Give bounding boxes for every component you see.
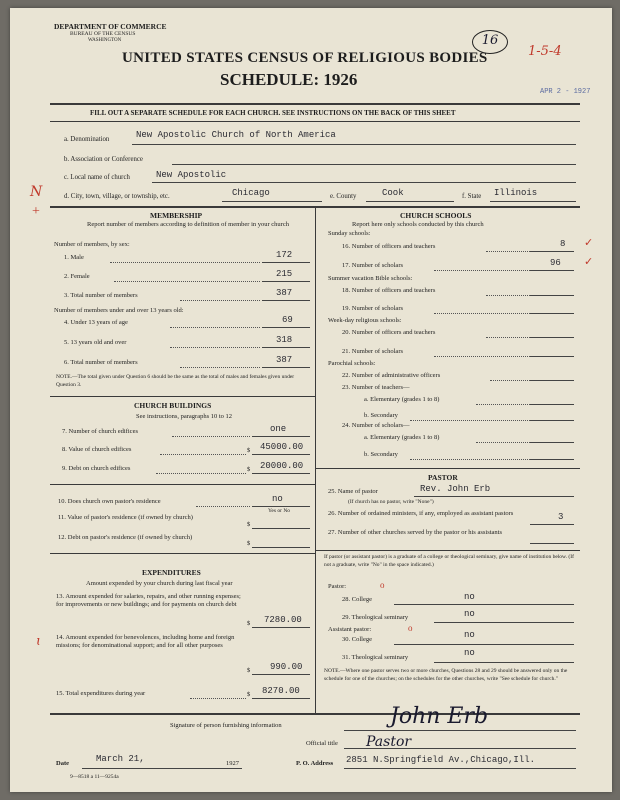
state-label: f. State <box>462 193 482 200</box>
pastor-note: NOTE.—Where one pastor serves two or more churches, Questions 28 and 29 should be answered only on the schedule for one of the churches; on the schedules for the other churches, write "See schedule for church." <box>324 668 568 682</box>
q25-value: Rev. John Erb <box>420 484 491 494</box>
handwritten-code: 1-5-4 <box>528 44 562 59</box>
expenditures-title: EXPENDITURES <box>142 568 201 577</box>
official-title-value: Pastor <box>366 734 412 750</box>
local-name-value: New Apostolic <box>156 170 227 180</box>
age-intro: Number of members under and over 13 years old: <box>54 307 184 314</box>
q16-value: 8 <box>560 239 566 249</box>
q4-value: 69 <box>282 315 293 325</box>
q15-value: 8270.00 <box>262 686 300 696</box>
q28-value: no <box>464 592 475 602</box>
q9-value: 20000.00 <box>260 461 304 471</box>
red-check-mark: ɩ <box>36 634 42 649</box>
q1-label: 1. Male <box>64 254 84 261</box>
q29-value: no <box>464 609 475 619</box>
buildings-title: CHURCH BUILDINGS <box>134 401 212 410</box>
q15-label: 15. Total expenditures during year <box>56 690 146 697</box>
margin-mark: N <box>30 184 43 200</box>
denomination-label: a. Denomination <box>64 136 110 143</box>
dollar-sign: $ <box>247 466 251 473</box>
q7-label: 7. Number of church edifices <box>62 428 138 435</box>
q7-value: one <box>270 424 287 434</box>
q10-value: no <box>272 494 283 504</box>
bureau-label: BUREAU OF THE CENSUS <box>70 31 136 37</box>
state-value: Illinois <box>494 188 538 198</box>
parochial-label: Parochial schools: <box>328 360 376 367</box>
pastor-sub-label: Pastor: <box>328 583 347 590</box>
q3-label: 3. Total number of members <box>64 292 138 299</box>
red-tick-mark: ✓ <box>584 256 594 268</box>
q23a-label: a. Elementary (grades 1 to 8) <box>364 396 440 403</box>
sunday-label: Sunday schools: <box>328 230 371 237</box>
q21-label: 21. Number of scholars <box>342 348 404 355</box>
address-label: P. O. Address <box>296 760 334 767</box>
q8-label: 8. Value of church edifices <box>62 446 132 453</box>
q30-label: 30. College <box>342 636 372 643</box>
q23b-label: b. Secondary <box>364 412 398 419</box>
q16-label: 16. Number of officers and teachers <box>342 243 436 250</box>
q9-label: 9. Debt on church edifices <box>62 465 131 472</box>
dollar-sign: $ <box>247 620 251 627</box>
city-label: WASHINGTON <box>88 38 122 43</box>
q22-label: 22. Number of administrative officers <box>342 372 441 379</box>
red-cross-mark: + <box>32 204 40 219</box>
q2-value: 215 <box>276 269 293 279</box>
q18-label: 18. Number of officers and teachers <box>342 287 436 294</box>
q14-label: 14. Amount expended for benevolences, including home and foreign missions; for denominational support; and for all other purposes <box>56 634 235 649</box>
signature-label: Signature of person furnishing information <box>170 722 282 729</box>
schools-intro: Report here only schools conducted by this church <box>352 221 484 228</box>
rule <box>50 121 580 122</box>
q24b-label: b. Secondary <box>364 451 398 458</box>
q25-label: 25. Name of pastor <box>328 488 378 495</box>
q31-label: 31. Theological seminary <box>342 654 409 661</box>
q24-label: 24. Number of scholars— <box>342 422 410 429</box>
q13-label: 13. Amount expended for salaries, repairs, and other running expenses; for improvements or new buildings; and for payments on church debt <box>56 593 241 608</box>
signature: John Erb <box>390 704 489 729</box>
q5-label: 5. 13 years old and over <box>64 339 127 346</box>
rule <box>50 103 580 105</box>
buildings-intro: See instructions, paragraphs 10 to 12 <box>136 413 233 420</box>
graduate-note: If pastor (or assistant pastor) is a graduate of a college or theological seminary, give name of institution below. (If not a graduate, write "No" in the space indicated.) <box>324 554 574 568</box>
q12-label: 12. Debt on pastor's residence (if owned by church) <box>58 534 193 541</box>
q1-value: 172 <box>276 250 293 260</box>
red-circle-mark: o <box>380 580 385 590</box>
red-tick-mark: ✓ <box>584 237 594 249</box>
year-value: 1927 <box>226 760 239 767</box>
form-title: UNITED STATES CENSUS OF RELIGIOUS BODIES <box>122 50 488 66</box>
asst-pastor-label: Assistant pastor: <box>328 626 372 633</box>
q30-value: no <box>464 630 475 640</box>
address-value: 2851 N.Springfield Av.,Chicago,Ill. <box>346 755 536 765</box>
expenditures-intro: Amount expended by your church during last fiscal year <box>86 580 233 587</box>
dept-label: DEPARTMENT OF COMMERCE <box>54 22 167 31</box>
q6-label: 6. Total number of members <box>64 359 138 366</box>
q28-label: 28. College <box>342 596 372 603</box>
q6-value: 387 <box>276 355 293 365</box>
dollar-sign: $ <box>247 447 251 454</box>
red-circle-mark: o <box>408 623 413 633</box>
column-divider <box>315 206 316 714</box>
by-sex-label: Number of members, by sex: <box>54 241 130 248</box>
q26-value: 3 <box>558 512 564 522</box>
q5-value: 318 <box>276 335 293 345</box>
q3-value: 387 <box>276 288 293 298</box>
received-stamp: APR 2 - 1927 <box>540 88 591 96</box>
q24a-label: a. Elementary (grades 1 to 8) <box>364 434 440 441</box>
county-label: e. County <box>330 193 357 200</box>
official-title-label: Official title <box>306 740 338 747</box>
q26-label: 26. Number of ordained ministers, if any, employed as assistant pastors <box>328 510 514 517</box>
q19-label: 19. Number of scholars <box>342 305 404 312</box>
schedule-title: SCHEDULE: 1926 <box>220 70 358 89</box>
q27-label: 27. Number of other churches served by the pastor or his assistants <box>328 529 503 536</box>
q29-label: 29. Theological seminary <box>342 614 409 621</box>
q20-label: 20. Number of officers and teachers <box>342 329 436 336</box>
city-field-label: d. City, town, village, or township, etc. <box>64 193 170 200</box>
dollar-sign: $ <box>247 540 251 547</box>
q25-note: (If church has no pastor, write "None") <box>348 499 434 505</box>
dollar-sign: $ <box>247 691 251 698</box>
date-label: Date <box>56 760 69 767</box>
local-name-label: c. Local name of church <box>64 174 130 181</box>
q2-label: 2. Female <box>64 273 90 280</box>
q4-label: 4. Under 13 years of age <box>64 319 128 326</box>
association-label: b. Association or Conference <box>64 156 143 163</box>
denomination-value: New Apostolic Church of North America <box>136 130 336 140</box>
dollar-sign: $ <box>247 521 251 528</box>
pastor-title: PASTOR <box>428 473 458 482</box>
membership-title: MEMBERSHIP <box>150 211 203 220</box>
date-value: March 21, <box>96 754 145 764</box>
print-code: 9—8518 a 11—9254a <box>70 774 119 780</box>
weekday-label: Week-day religious schools: <box>328 317 402 324</box>
q13-value: 7280.00 <box>264 615 302 625</box>
q11-label: 11. Value of pastor's residence (if owned by church) <box>58 514 193 521</box>
q23-label: 23. Number of teachers— <box>342 384 410 391</box>
instruction-line: FILL OUT A SEPARATE SCHEDULE FOR EACH CHURCH. SEE INSTRUCTIONS ON THE BACK OF THIS SHEET <box>90 109 456 117</box>
q14-value: 990.00 <box>270 662 303 672</box>
q17-value: 96 <box>550 258 561 268</box>
q17-label: 17. Number of scholars <box>342 262 404 269</box>
census-form <box>10 8 612 792</box>
dollar-sign: $ <box>247 667 251 674</box>
q31-value: no <box>464 648 475 658</box>
city-value: Chicago <box>232 188 270 198</box>
county-value: Cook <box>382 188 404 198</box>
q10-label: 10. Does church own pastor's residence <box>58 498 161 505</box>
circled-number: 16 <box>472 30 508 54</box>
schools-title: CHURCH SCHOOLS <box>400 211 472 220</box>
summer-label: Summer vacation Bible schools: <box>328 275 413 282</box>
q8-value: 45000.00 <box>260 442 304 452</box>
membership-note: NOTE.—The total given under Question 6 should be the same as the total of males and females given under Question 3. <box>56 374 295 388</box>
yes-no-hint: Yes or No <box>268 508 291 514</box>
membership-intro: Report number of members according to definition of member in your church <box>87 221 289 228</box>
